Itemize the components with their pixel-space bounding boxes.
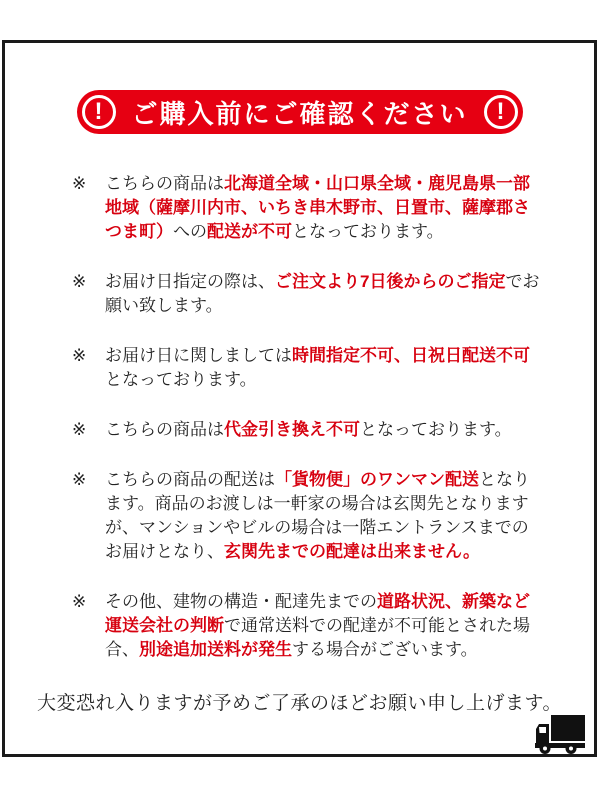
- note-marker: ※: [72, 272, 87, 291]
- note-item: [72, 172, 544, 244]
- closing-note: 大変恐れ入りますが予めご了承のほどお願い申し上げます。: [37, 693, 562, 714]
- note-text: こちらの商品は代金引き換え不可となっております。: [105, 420, 512, 439]
- note-text: その他、建物の構造・配達先までの道路状況、新築など運送会社の判断で通常送料での配達が不可能とされた場合、別途追加送料が発生する場合がございます。: [105, 592, 530, 659]
- note-text: お届け日に関しましては時間指定不可、日祝日配送不可となっております。: [105, 346, 530, 389]
- truck-icon: [535, 715, 585, 755]
- note-item: [72, 418, 544, 442]
- notes-list: [72, 172, 544, 662]
- banner-title: ご購入前にご確認ください: [131, 98, 468, 129]
- note-item: [72, 270, 544, 318]
- note-marker: ※: [72, 346, 87, 365]
- note-marker: ※: [72, 174, 87, 193]
- note-text: お届け日指定の際は、ご注文より7日後からのご指定でお願い致します。: [105, 272, 540, 315]
- note-item: [72, 468, 544, 564]
- confirmation-banner: [77, 90, 523, 134]
- exclamation-icon: !: [484, 95, 518, 129]
- note-marker: ※: [72, 470, 87, 489]
- note-text: こちらの商品は北海道全域・山口県全域・鹿児島県一部地域（薩摩川内市、いちき串木野市、日置市、薩摩郡さつま町）への配送が不可となっております。: [105, 174, 530, 241]
- notice-frame: [2, 40, 597, 757]
- note-text: こちらの商品の配送は「貨物便」のワンマン配送となります。商品のお渡しは一軒家の場合は玄関先となりますが、マンションやビルの場合は一階エントランスまでのお届けとなり、玄関先までの配達は出来ません。: [105, 470, 530, 561]
- note-item: [72, 344, 544, 392]
- note-marker: ※: [72, 420, 87, 439]
- note-item: [72, 590, 544, 662]
- exclamation-icon: !: [82, 95, 116, 129]
- note-marker: ※: [72, 592, 87, 611]
